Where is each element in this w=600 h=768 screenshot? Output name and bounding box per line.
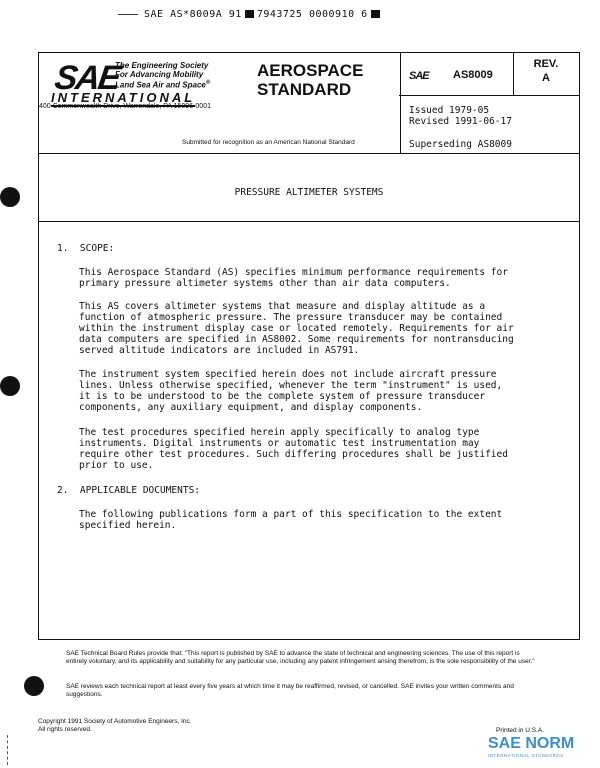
tagline-line: The Engineering Society (115, 61, 209, 70)
org-tagline (115, 61, 210, 90)
watermark-text: SAE NORM (488, 735, 575, 752)
header-left (39, 53, 401, 154)
punch-hole (0, 187, 20, 207)
rev-value: A (542, 72, 550, 84)
rev-label: REV. (533, 58, 559, 70)
org-international: INTERNATIONAL (51, 90, 196, 105)
punch-hole (24, 676, 44, 696)
barcode-line (118, 9, 383, 20)
sae-logo: SAE (52, 59, 122, 97)
tagline-line: For Advancing Mobility (115, 70, 204, 79)
copyright-line: All rights reserved. (38, 726, 92, 733)
title-line: AEROSPACE (257, 61, 364, 80)
watermark-subtext: INTERNATIONAL STANDARDS (488, 753, 564, 758)
paragraph: This Aerospace Standard (AS) specifies minimum performance requirements for primary pressure altimeter systems other than air data computers. (79, 267, 508, 289)
submitted-note: Submitted for recognition as an American National Standard (182, 139, 355, 146)
org-address: 400 Commonwealth Drive, Warrendale, PA 15096-0001 (39, 103, 211, 110)
barcode-left-text: SAE AS*8009A 91 (144, 9, 242, 20)
paragraph: The following publications form a part of this specification to the extent specified herein. (79, 509, 503, 531)
barcode-block (245, 10, 254, 18)
copyright (38, 718, 192, 734)
issue-dates (409, 105, 512, 127)
printed-in: Printed in U.S.A. (496, 727, 545, 734)
superseding: Superseding AS8009 (409, 139, 512, 150)
revision (517, 57, 575, 85)
paragraph: The test procedures specified herein apply specifically to analog type instruments. Digital instruments or automatic test instrumentation may require other test procedures. Such differing procedures shall be justified prior to use. (79, 427, 508, 471)
title-line: STANDARD (257, 80, 352, 99)
footer-rules: SAE Technical Board Rules provide that: "This report is published by SAE to advance the state of technical and engineering sciences. The use of this report is entirely voluntary, and its applicability and suitability for any particular use, including any patent infringement arising therefrom, is the sole responsibility of the user." (66, 650, 535, 665)
barcode-dash (118, 14, 138, 15)
document-title: PRESSURE ALTIMETER SYSTEMS (234, 187, 384, 198)
document-frame (38, 52, 580, 640)
title-divider (39, 221, 579, 222)
barcode-block (371, 10, 380, 18)
watermark-logo (488, 735, 575, 758)
margin-mark (7, 735, 9, 765)
issued-date: Issued 1979-05 (409, 105, 490, 116)
section-heading: 2. APPLICABLE DOCUMENTS: (57, 485, 201, 496)
header-divider (39, 153, 579, 154)
document-type-title (257, 61, 363, 99)
footer-review: SAE reviews each technical report at least every five years at which time it may be reaffirmed, revised, or cancelled. SAE invites your written comments and suggestions. (66, 683, 514, 698)
revised-date: Revised 1991-06-17 (409, 116, 512, 127)
section-heading: 1. SCOPE: (57, 243, 115, 254)
small-sae-logo: SAE (409, 70, 429, 82)
barcode-right-text: 7943725 0000910 6 (256, 9, 368, 20)
tagline-line: Land Sea Air and Space® (115, 80, 211, 90)
copyright-line: Copyright 1991 Society of Automotive Engineers, Inc. (38, 718, 192, 725)
punch-hole (0, 376, 20, 396)
paragraph: The instrument system specified herein does not include aircraft pressure lines. Unless otherwise specified, whenever the term "instrument" is used, it is to be understood to be the complete system of pressure transducer components, any auxiliary equipment, and display components. (79, 369, 503, 413)
registered-mark: ® (205, 80, 211, 86)
header-right (399, 53, 579, 154)
rev-divider (513, 53, 514, 95)
paragraph: This AS covers altimeter systems that measure and display altitude as a function of atmospheric pressure. The pressure transducer may be contained within the instrument display case or located remotely. Requirements for air data computers are specified in AS8002. Some requirements for nontransducing served altitude indicators are included in AS791. (79, 301, 514, 356)
document-number: AS8009 (453, 69, 493, 81)
